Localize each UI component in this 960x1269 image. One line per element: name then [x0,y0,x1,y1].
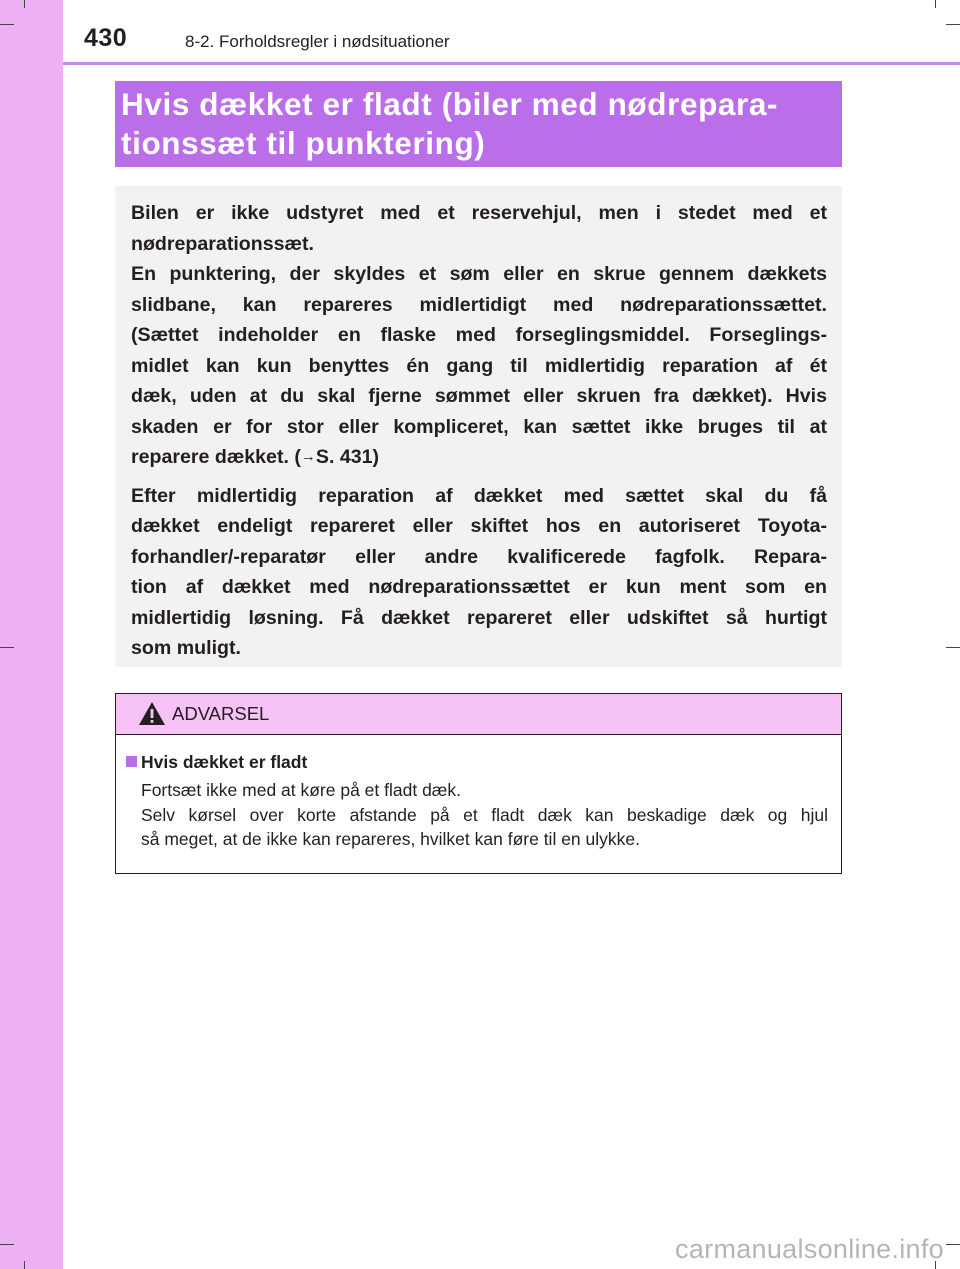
chapter-title: 8-2. Forholdsregler i nødsituationer [185,32,450,51]
section-title [115,81,842,167]
intro-line: midlertidig løsning. Få dækket repareret eller udskiftet så hurtigt [131,606,827,629]
crop-mark [946,24,960,25]
arrow-right-icon: → [300,448,316,465]
section-title-line: Hvis dækket er fladt (biler med nødrepara- [121,86,779,122]
crop-mark [24,1261,25,1269]
intro-line: midlet kan kun benyttes én gang til midlertidig reparation af ét [131,354,827,377]
intro-text-box [115,186,842,667]
square-bullet-icon [126,756,137,767]
page-reference-link[interactable]: S. 431) [315,446,380,468]
intro-line: dækket endeligt repareret eller skiftet hos en autoriseret Toyota- [131,515,827,537]
warning-line: så meget, at de ikke kan repareres, hvilket kan føre til en ulykke. [141,829,640,849]
crop-mark [0,1244,14,1245]
side-tab-strip [0,0,63,1269]
warning-box [115,693,842,874]
crop-mark [0,24,14,25]
warning-label: ADVARSEL [172,703,270,724]
warning-line: Fortsæt ikke med at køre på et fladt dæk. [141,780,461,800]
intro-line: skaden er for stor eller kompliceret, kan sættet ikke bruges til at [131,415,827,438]
intro-line: tion af dækket med nødreparationssættet er kun ment som en [131,576,827,598]
intro-line: Efter midlertidig reparation af dækket med sættet skal du få [131,484,827,507]
intro-line: En punktering, der skyldes et søm eller en skrue gennem dækkets [131,263,827,285]
crop-mark [24,0,25,8]
warning-item-title [126,752,307,773]
warning-item-title-text: Hvis dækket er fladt [141,752,308,772]
ref-prefix: reparere dækket. ( [131,446,301,468]
watermark: carmanualsonline.info [675,1234,944,1264]
page-number: 430 [84,24,128,52]
intro-line: (Sættet indeholder en flaske med forseglingsmiddel. Forseglings- [131,324,827,346]
header-divider [63,62,960,65]
crop-mark [946,1244,960,1245]
crop-mark [0,647,14,648]
intro-line: slidbane, kan repareres midlertidigt med nødreparationssættet. [131,293,827,316]
warning-triangle-icon [138,701,166,731]
crop-mark [935,0,936,8]
intro-line: som muligt. [131,637,241,659]
intro-line: dæk, uden at du skal fjerne sømmet eller skruen fra dækket). Hvis [131,385,827,407]
warning-header [116,694,841,735]
warning-body [141,778,828,852]
intro-line: Bilen er ikke udstyret med et reservehjul, men i stedet med et [131,202,827,224]
section-title-line: tionssæt til punktering) [121,125,486,161]
intro-line: forhandler/-reparatør eller andre kvalificerede fagfolk. Repara- [131,545,827,568]
warning-line: Selv kørsel over korte afstande på et fladt dæk kan beskadige dæk og hjul [141,804,828,825]
crop-mark [946,647,960,648]
intro-reference-line [131,442,827,475]
intro-line: nødreparationssæt. [131,232,314,255]
